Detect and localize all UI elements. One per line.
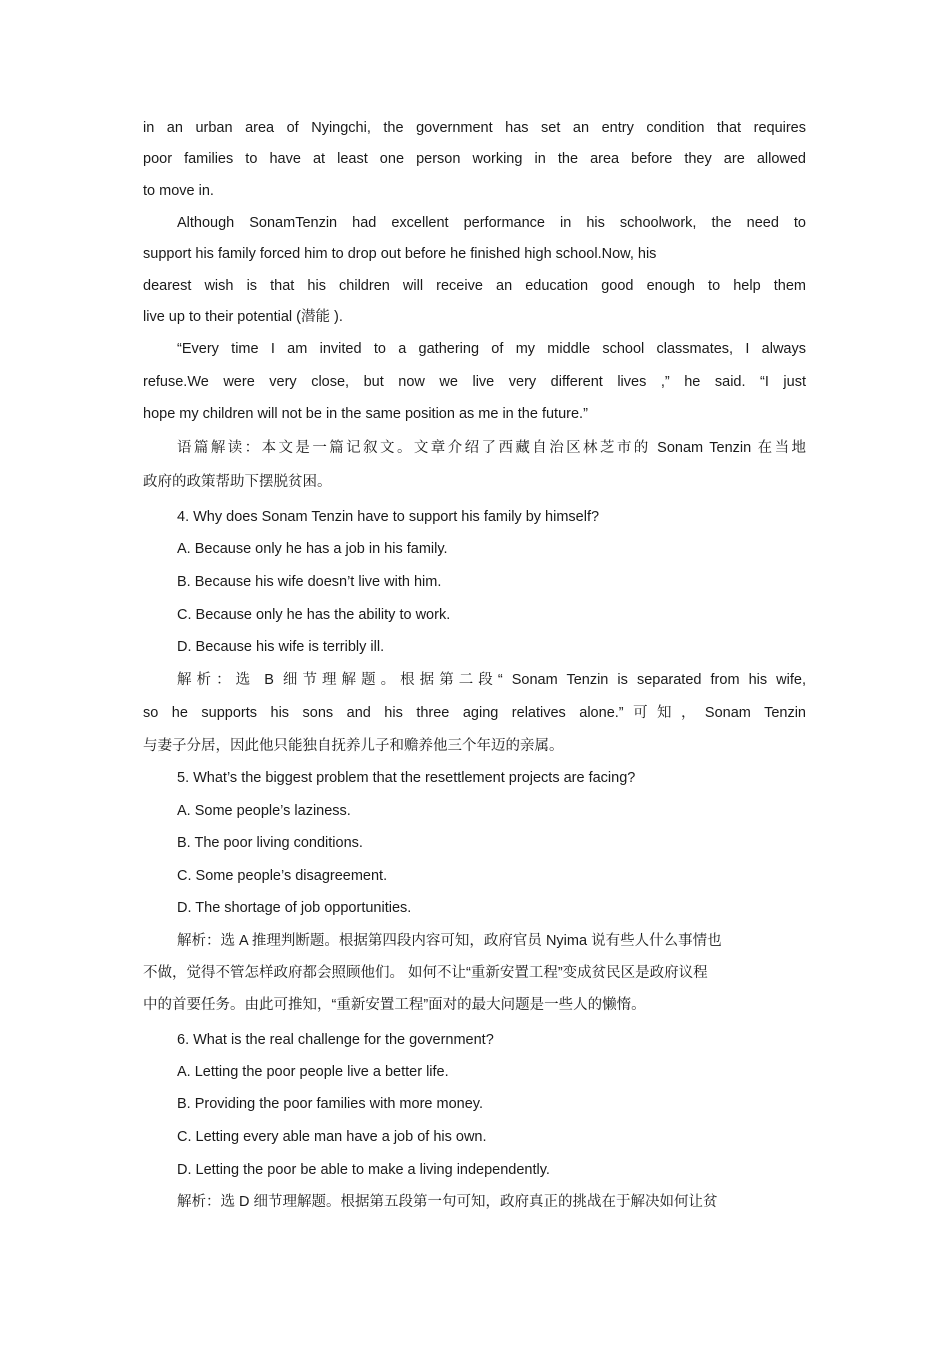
passage-line: hope my children will not be in the same position as me in the future.” (143, 406, 588, 422)
passage-line: poor families to have at least one person working in the area before they are allowed (143, 151, 806, 167)
question-option: B. The poor living conditions. (177, 835, 363, 851)
question-option: B. Because his wife doesn’t live with him. (177, 574, 442, 590)
question-option: C. Because only he has the ability to work. (177, 607, 451, 623)
passage-line: support his family forced him to drop out before he finished high school.Now, his (143, 246, 657, 262)
analysis-line: 解析：选 B 细节理解题。根据第二段“ Sonam Tenzin is separated from his wife, (177, 672, 806, 688)
question-option: D. The shortage of job opportunities. (177, 900, 412, 916)
question-stem: 5. What’s the biggest problem that the resettlement projects are facing? (177, 770, 636, 786)
question-option: A. Some people’s laziness. (177, 803, 351, 819)
analysis-line: 解析：选 A 推理判断题。根据第四段内容可知，政府官员 Nyima 说有些人什么事情也 (177, 933, 722, 949)
question-option: A. Because only he has a job in his family. (177, 541, 448, 557)
question-option: D. Letting the poor be able to make a living independently. (177, 1162, 550, 1178)
question-stem: 4. Why does Sonam Tenzin have to support his family by himself? (177, 509, 600, 525)
reading-note-line: 政府的政策帮助下摆脱贫困。 (143, 474, 332, 490)
passage-line: “Every time I am invited to a gathering of my middle school classmates, I always (177, 341, 806, 357)
question-option: D. Because his wife is terribly ill. (177, 639, 385, 655)
analysis-line: 不做，觉得不管怎样政府都会照顾他们。 如何不让“重新安置工程”变成贫民区是政府议程 (143, 965, 708, 981)
passage-line: live up to their potential (潜能 ). (143, 309, 343, 325)
passage-line: in an urban area of Nyingchi, the government has set an entry condition that requires (143, 120, 806, 136)
analysis-line: 与妻子分居，因此他只能独自抚养儿子和赡养他三个年迈的亲属。 (143, 738, 564, 754)
question-option: B. Providing the poor families with more money. (177, 1096, 483, 1112)
question-option: C. Letting every able man have a job of his own. (177, 1129, 487, 1145)
reading-note-line: 语篇解读：本文是一篇记叙文。文章介绍了西藏自治区林芝市的 Sonam Tenzin 在当地 (177, 440, 806, 456)
passage-line: to move in. (143, 183, 214, 199)
analysis-line: so he supports his sons and his three aging relatives alone.”可知，Sonam Tenzin (143, 705, 806, 721)
passage-line: dearest wish is that his children will receive an education good enough to help them (143, 278, 806, 294)
question-stem: 6. What is the real challenge for the government? (177, 1032, 494, 1048)
question-option: C. Some people’s disagreement. (177, 868, 388, 884)
passage-line: Although SonamTenzin had excellent performance in his schoolwork, the need to (177, 215, 806, 231)
analysis-line: 中的首要任务。由此可推知，“重新安置工程”面对的最大问题是一些人的懒惰。 (143, 997, 646, 1013)
analysis-line: 解析：选 D 细节理解题。根据第五段第一句可知，政府真正的挑战在于解决如何让贫 (177, 1194, 718, 1210)
question-option: A. Letting the poor people live a better life. (177, 1064, 449, 1080)
passage-line: refuse.We were very close, but now we live very different lives ,” he said. “I just (143, 374, 806, 390)
